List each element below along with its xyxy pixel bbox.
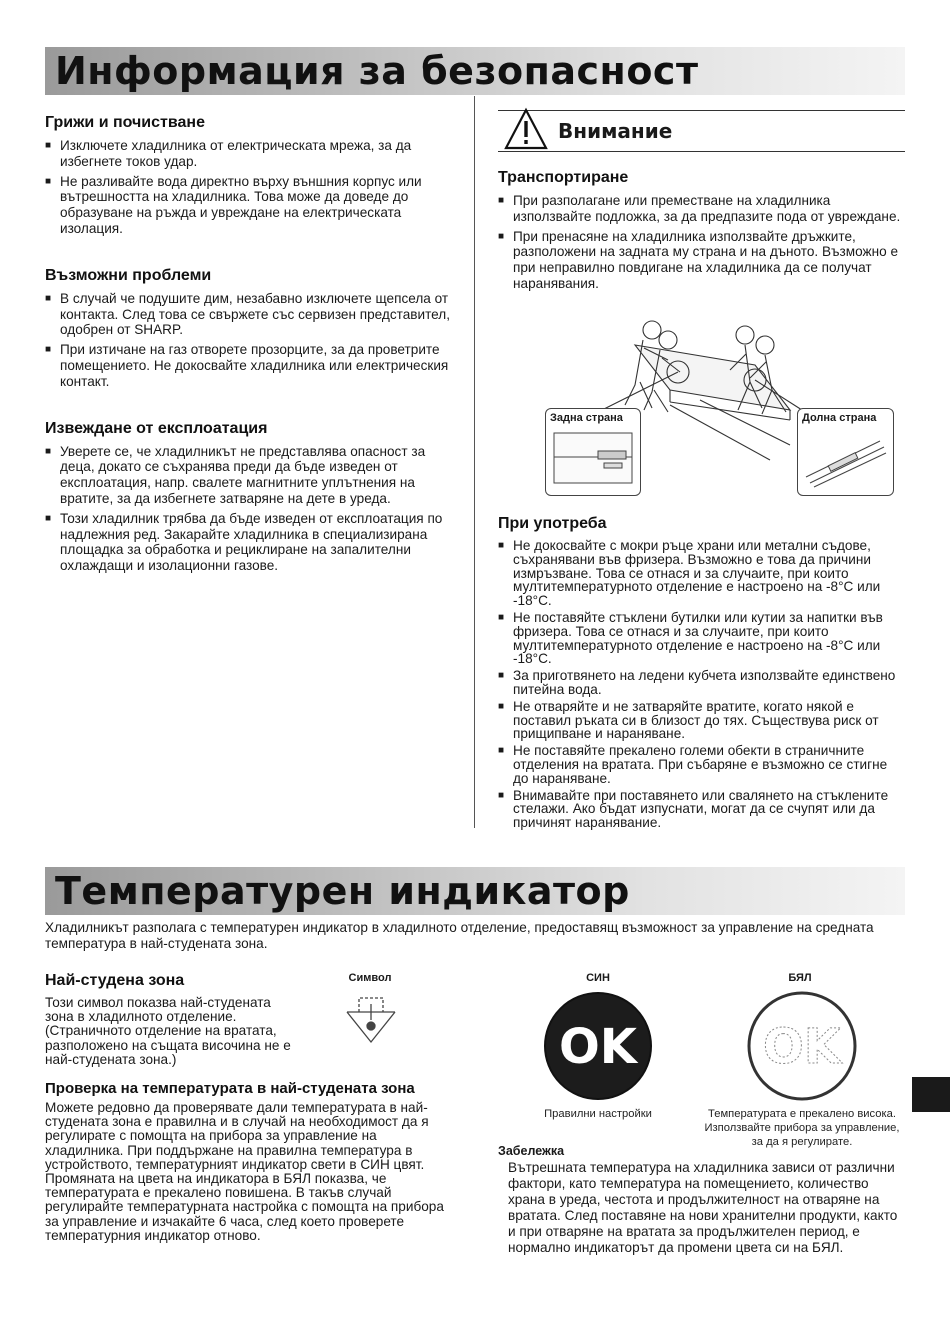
bottom-handle-drawing [798,427,891,491]
bottom-side-inset [797,408,894,496]
blue-label: СИН [586,972,610,984]
warning-triangle-icon [504,107,548,151]
back-side-label: Задна страна [550,412,623,424]
coldest-heading: Най-студена зона [45,972,185,989]
list-item: ■ Не отваряйте и не затваряйте вратите, когато някой е поставил ръката си в близост до тях. Съществува риск от прищипване и нараняване. [498,700,905,741]
safety-banner [45,47,905,95]
care-heading: Грижи и почистване [45,114,205,131]
list-item: ■ При пренасяне на хладилника използвайте дръжките, разположени на задната му страна и на дъното. Възможно е при неправилно повдигане на хладилника да се получат наранявания. [498,229,905,292]
list-item: ■ Не поставяйте стъклени бутилки или кутии за напитки във фризера. Това се отнася и за случаите, при които мултитемпературното отделение е настроено на -8°C или -18°C. [498,611,905,666]
caution-header [498,110,905,152]
list-item: ■ Не поставяйте прекалено големи обекти в страничните отделения на вратата. При събаряне е възможно се стигне до нараняване. [498,744,905,785]
usage-heading: При употреба [498,515,607,532]
check-heading: Проверка на температурата в най-студената зона [45,1080,415,1097]
white-ok-indicator [746,990,858,1102]
usage-section [498,515,905,833]
symbol-label: Символ [348,972,392,984]
left-column [45,114,455,578]
white-label: БЯЛ [788,972,812,984]
caution-label: Внимание [558,119,673,143]
page-section-tab [912,1077,950,1112]
bottom-side-label: Долна страна [802,412,877,424]
coldest-zone-symbol-icon [345,990,397,1048]
indicator-intro: Хладилникът разполага с температурен индикатор в хладилното отделение, предоставящ възможност за управление на средната температура в най-студената зона. [45,920,874,951]
note-text: Вътрешната температура на хладилника зависи от различни фактори, като температура на помещението, количество храна в уреда, честота и продължителност на отваряне на вратата. След поставяне на нови хранителни продукти, както и при отваряне на вратата за продължителен период, е нормално индикаторът да промени цвета си на БЯЛ. [508,1160,898,1255]
transport-section [498,169,905,296]
disposal-heading: Извеждане от експлоатация [45,419,268,437]
transport-heading: Транспортиране [498,169,629,186]
white-ok-text: OK [763,1019,841,1075]
safety-title: Информация за безопасност [55,49,699,93]
blue-ok-indicator [542,990,654,1102]
problems-list [45,291,455,390]
note-heading: Забележка [498,1144,565,1158]
care-list [45,138,455,237]
white-caption: Температурата е прекалено висока. Използвайте прибора за управление, за да я регулирате. [704,1108,900,1148]
list-item: ■ Изключете хладилника от електрическата мрежа, за да избегнете токов удар. [45,138,455,170]
check-text: Можете редовно да проверявате дали температурата в най-студената зона е правилна и в случай на необходимост да я регулирате с помощта на прибора за управление на хладилника. При поддържане на правилна температура в устройството, температурният индикатор свети в СИН цвят. Промяната на цвета на индикатора в БЯЛ показва, че температурата е прекалено повишена. В такъв случай регулирайте температурната настройка с помощта на прибора за управление и изчакайте 6 часа, след което проверете температурния индикатор отново. [45,1100,444,1243]
list-item: ■ За приготвянето на ледени кубчета използвайте единствено питейна вода. [498,669,905,697]
back-side-inset [545,408,641,496]
list-item: ■ Не разливайте вода директно върху външния корпус или вътрешността на хладилника. Това може да доведе до образуване на ръжда и увреждане на електрическата изолация. [45,174,455,237]
list-item: ■ Този хладилник трябва да бъде изведен от експлоатация по надлежния ред. Закарайте хладилника в специализирана площадка за обработка и рециклиране на запалителни охлаждащи и изолационни газове. [45,511,455,574]
back-handle-drawing [546,427,638,491]
list-item: ■ При изтичане на газ отворете прозорците, за да проветрите помещението. Не докосвайте хладилника или електрическия контакт. [45,342,455,389]
list-item: ■ При разполагане или преместване на хладилника използвайте подложка, за да предпазите пода от увреждане. [498,193,905,225]
blue-ok-text: OK [559,1019,637,1075]
list-item: ■ Не докосвайте с мокри ръце храни или метални съдове, съхранявани във фризера. Възможно е това да причини измръзване. Това се отнася и за случаите, при които мултитемпературното отделение е настроено на -8°C или -18°C. [498,539,905,608]
problems-heading: Възможни проблеми [45,266,212,284]
indicator-banner [45,867,905,915]
list-item: ■ Внимавайте при поставянето или свалянето на стъклените стелажи. Ако бъдат изпуснати, могат да се счупят или да причинят наранявание. [498,789,905,830]
transport-list [498,193,905,292]
note-section [498,1144,905,1256]
check-section [45,1080,455,1243]
usage-list [498,539,905,830]
coldest-zone-section [45,972,295,1067]
coldest-text: Този символ показва най-студената зона в хладилното отделение. (Страничното отделение на вратата, разположено на същата височина не е най-студената зона.) [45,995,291,1067]
indicator-title: Температурен индикатор [55,869,630,913]
blue-caption: Правилни настройки [544,1108,652,1120]
list-item: ■ В случай че подушите дим, незабавно изключете щепсела от контакта. След това се свържете със сервизен представител, одобрен от SHARP. [45,291,455,338]
column-divider [474,96,475,828]
disposal-list [45,444,455,574]
list-item: ■ Уверете се, че хладилникът не представлява опасност за деца, докато се съхранява преди да бъде изведен от експлоатация, напр. свалете магнитните уплътнения на вратите, за да избегнете затваряне на дете в уреда. [45,444,455,507]
